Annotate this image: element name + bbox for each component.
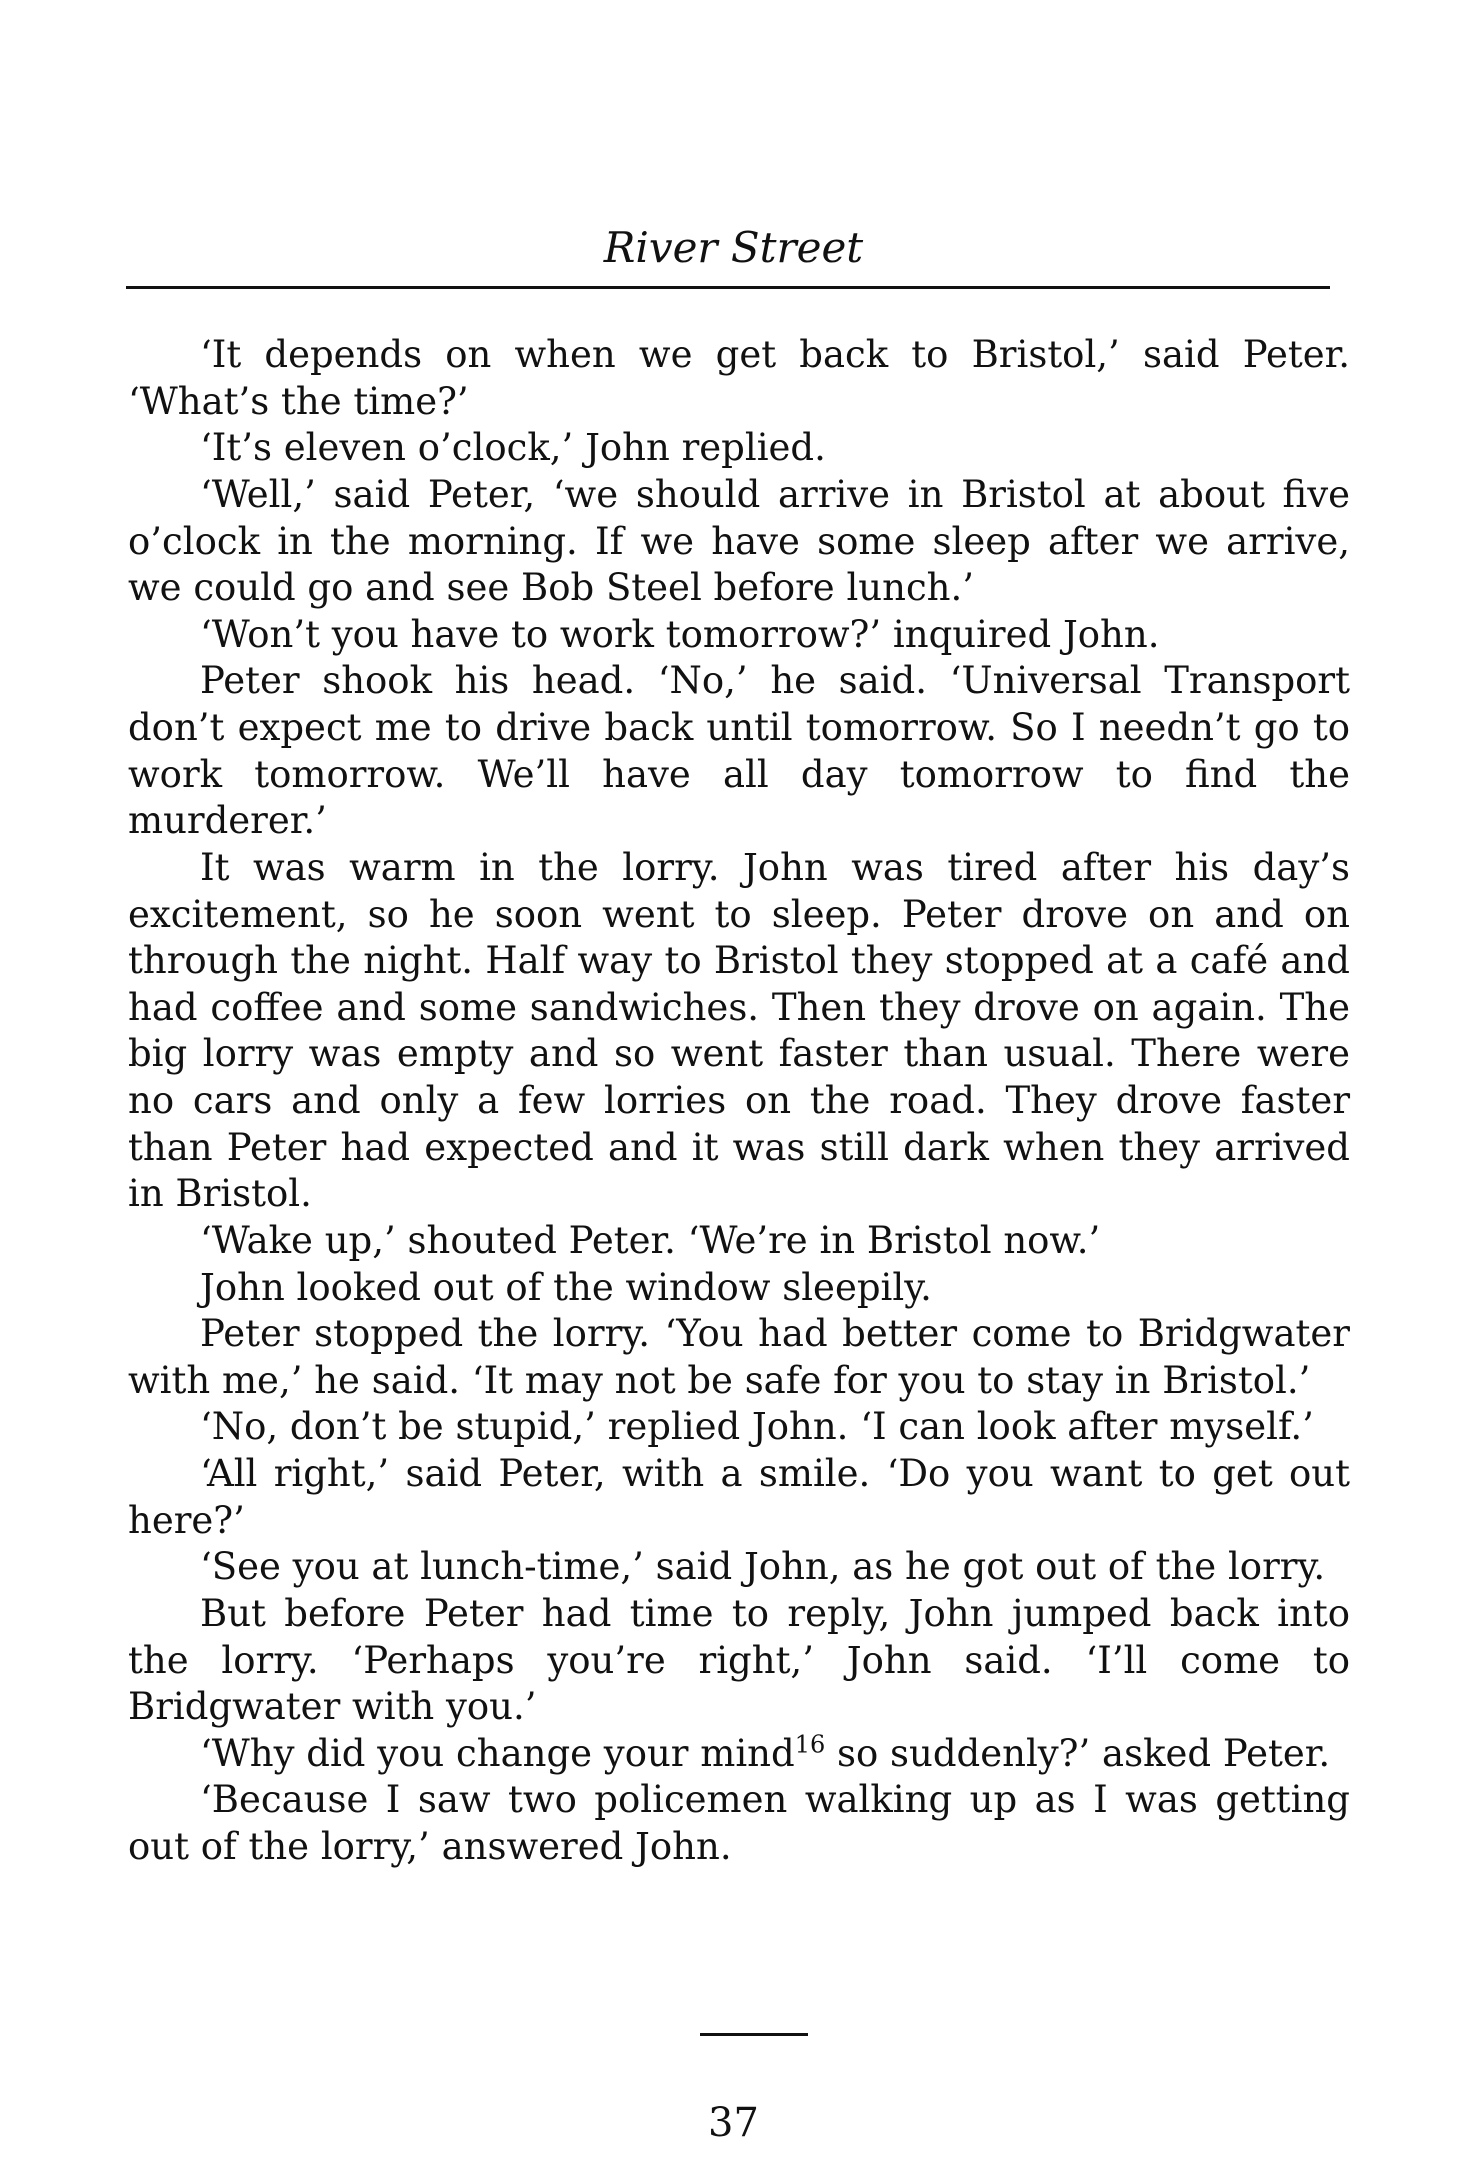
footer-rule: [700, 2033, 808, 2036]
paragraph: ‘It’s eleven o’clock,’ John replied.: [200, 426, 826, 470]
paragraph: John looked out of the window sleepily.: [200, 1265, 932, 1309]
paragraph-text-after: so suddenly?’ asked Peter.: [825, 1731, 1331, 1775]
paragraph-with-footnote: [128, 1731, 1350, 1778]
header-rule: [126, 286, 1330, 289]
body-text: [128, 332, 1350, 1871]
paragraph: ‘Won’t you have to work tomorrow?’ inquired John.: [200, 612, 1160, 656]
footnote-reference: 16: [794, 1730, 826, 1759]
paragraph: Peter shook his head. ‘No,’ he said. ‘Universal Transport don’t expect me to drive back until tomorrow. So I needn’t go to work tomorrow. We’ll have all day tomorrow to find the murderer.’: [128, 659, 1350, 843]
paragraph: Peter stopped the lorry. ‘You had better come to Bridgwater with me,’ he said. ‘It may not be safe for you to stay in Bristol.’: [128, 1312, 1350, 1402]
paragraph: ‘No, don’t be stupid,’ replied John. ‘I can look after myself.’: [200, 1405, 1314, 1449]
paragraph: ‘Because I saw two policemen walking up as I was getting out of the lorry,’ answered John.: [128, 1778, 1350, 1868]
page-number: 37: [708, 2100, 759, 2146]
paragraph: It was warm in the lorry. John was tired after his day’s excitement, so he soon went to sleep. Peter drove on and on through the night. Half way to Bristol they stopped at a café and had coffee and some sandwiches. Then they drove on again. The big lorry was empty and so went faster than usual. There were no cars and only a few lorries on the road. They drove faster than Peter had expected and it was still dark when they arrived in Bristol.: [128, 845, 1350, 1216]
paragraph: ‘Wake up,’ shouted Peter. ‘We’re in Bristol now.’: [200, 1218, 1101, 1262]
paragraph: But before Peter had time to reply, John jumped back into the lorry. ‘Perhaps you’re right,’ John said. ‘I’ll come to Bridgwater with you.’: [128, 1591, 1350, 1729]
paragraph: ‘See you at lunch-time,’ said John, as he got out of the lorry.: [200, 1545, 1326, 1589]
running-head: River Street: [603, 223, 864, 272]
paragraph: ‘It depends on when we get back to Bristol,’ said Peter. ‘What’s the time?’: [128, 333, 1350, 423]
paragraph-text-before: ‘Why did you change your mind: [200, 1731, 795, 1775]
paragraph: ‘Well,’ said Peter, ‘we should arrive in Bristol at about five o’clock in the morning. If we have some sleep after we arrive, we could go and see Bob Steel before lunch.’: [128, 472, 1350, 610]
paragraph: ‘All right,’ said Peter, with a smile. ‘Do you want to get out here?’: [128, 1452, 1350, 1542]
